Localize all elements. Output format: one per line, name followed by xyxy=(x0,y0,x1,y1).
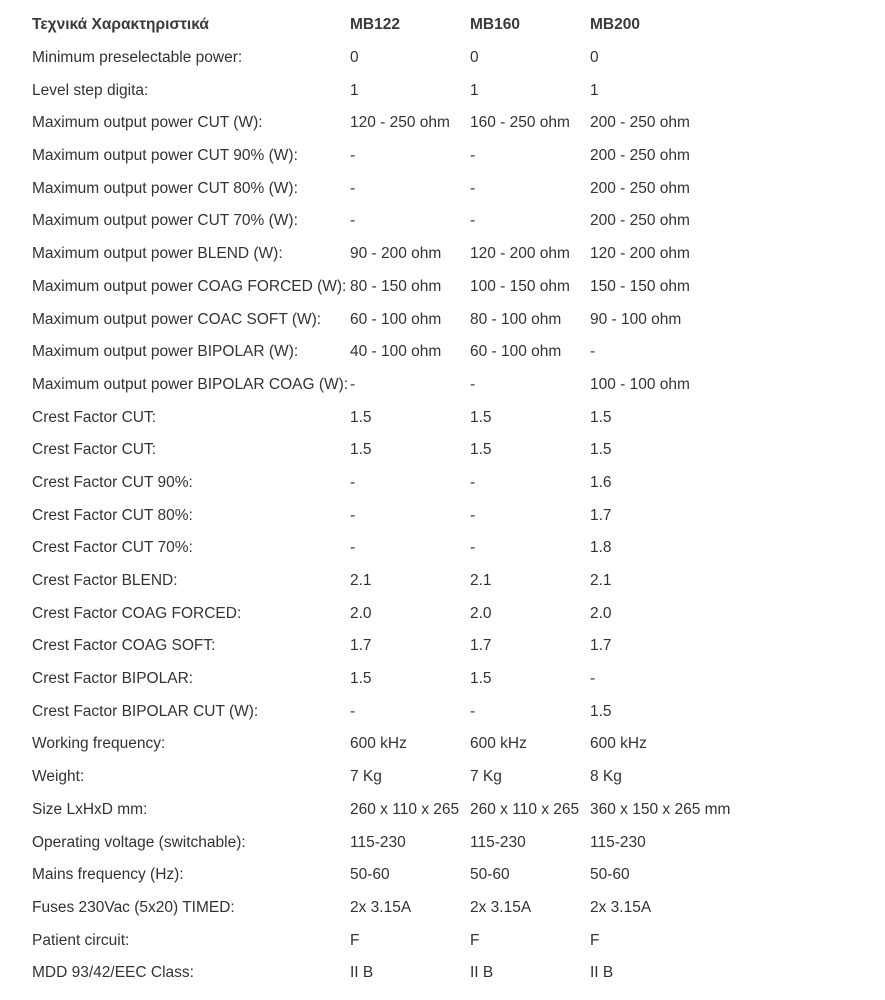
mb200-value: 2x 3.15A xyxy=(590,898,652,916)
row-label: Maximum output power COAG FORCED (W): xyxy=(32,277,347,295)
mb160-value: 2.0 xyxy=(470,604,492,622)
mb122-value: 1.7 xyxy=(350,637,372,655)
mb160-value: 1.5 xyxy=(470,441,492,459)
row-label: Crest Factor CUT: xyxy=(32,408,157,426)
mb122-value: - xyxy=(350,702,356,720)
table-row xyxy=(0,140,750,173)
mb160-value: 100 - 150 ohm xyxy=(470,277,570,295)
row-label: Minimum preselectable power: xyxy=(32,49,243,67)
mb160-value: - xyxy=(470,473,476,491)
mb200-value: 1.8 xyxy=(590,539,612,557)
mb122-value: 50-60 xyxy=(350,866,390,884)
mb122-value: 40 - 100 ohm xyxy=(350,343,442,361)
mb122-value: 1.5 xyxy=(350,408,372,426)
mb122-value: F xyxy=(350,931,360,949)
mb160-value: 1.7 xyxy=(470,637,492,655)
mb200-value: 50-60 xyxy=(590,866,630,884)
mb122-value: - xyxy=(350,506,356,524)
table-row xyxy=(0,761,750,794)
mb200-value: 200 - 250 ohm xyxy=(590,114,690,132)
table-row xyxy=(0,597,750,630)
mb200-value: 150 - 150 ohm xyxy=(590,277,690,295)
mb200-value: II B xyxy=(590,964,614,982)
table-row xyxy=(0,369,750,402)
row-label: Maximum output power COAC SOFT (W): xyxy=(32,310,322,328)
row-label: Operating voltage (switchable): xyxy=(32,833,246,851)
mb160-value: 115-230 xyxy=(470,833,526,851)
table-row xyxy=(0,499,750,532)
table-row xyxy=(0,630,750,663)
mb160-value: 2.1 xyxy=(470,572,492,590)
mb200-value: 120 - 200 ohm xyxy=(590,245,690,263)
mb200-value: 100 - 100 ohm xyxy=(590,375,690,393)
mb200-value: 1.5 xyxy=(590,702,612,720)
row-label: Maximum output power CUT 70% (W): xyxy=(32,212,298,230)
mb122-value: II B xyxy=(350,964,374,982)
row-label: Weight: xyxy=(32,768,85,786)
mb160-value: 0 xyxy=(470,49,479,67)
header-model-mb200: MB200 xyxy=(590,16,640,34)
row-label: MDD 93/42/EEC Class: xyxy=(32,964,194,982)
mb122-value: 1.5 xyxy=(350,441,372,459)
mb160-value: - xyxy=(470,212,476,230)
mb160-value: - xyxy=(470,539,476,557)
table-row xyxy=(0,924,750,957)
header-specifications: Τεχνικά Χαρακτηριστικά xyxy=(32,16,209,34)
table-row xyxy=(0,467,750,500)
mb160-value: - xyxy=(470,179,476,197)
mb200-value: 1.5 xyxy=(590,441,612,459)
row-label: Maximum output power CUT 90% (W): xyxy=(32,147,298,165)
table-row xyxy=(0,336,750,369)
mb160-value: 600 kHz xyxy=(470,735,527,753)
mb160-value: 50-60 xyxy=(470,866,510,884)
mb200-value: 360 x 150 x 265 mm xyxy=(590,800,731,818)
table-row xyxy=(0,271,750,304)
mb200-value: 8 Kg xyxy=(590,768,622,786)
mb122-value: 60 - 100 ohm xyxy=(350,310,442,328)
row-label: Crest Factor CUT 90%: xyxy=(32,473,193,491)
mb160-value: - xyxy=(470,147,476,165)
mb200-value: 0 xyxy=(590,49,599,67)
table-header-row xyxy=(0,9,750,42)
mb160-value: 7 Kg xyxy=(470,768,502,786)
specifications-table xyxy=(0,9,750,990)
row-label: Crest Factor CUT 80%: xyxy=(32,506,193,524)
header-model-mb122: MB122 xyxy=(350,16,400,34)
mb200-value: 115-230 xyxy=(590,833,646,851)
mb160-value: - xyxy=(470,375,476,393)
table-row xyxy=(0,728,750,761)
row-label: Level step digita: xyxy=(32,81,149,99)
row-label: Maximum output power BIPOLAR (W): xyxy=(32,343,299,361)
mb160-value: F xyxy=(470,931,480,949)
table-row xyxy=(0,303,750,336)
mb160-value: 2x 3.15A xyxy=(470,898,532,916)
row-label: Fuses 230Vac (5x20) TIMED: xyxy=(32,898,235,916)
table-row xyxy=(0,663,750,696)
mb200-value: 200 - 250 ohm xyxy=(590,179,690,197)
mb122-value: 7 Kg xyxy=(350,768,382,786)
mb122-value: 2.1 xyxy=(350,572,372,590)
table-row xyxy=(0,859,750,892)
mb160-value: - xyxy=(470,702,476,720)
mb200-value: 200 - 250 ohm xyxy=(590,212,690,230)
mb200-value: 600 kHz xyxy=(590,735,647,753)
mb200-value: - xyxy=(590,670,596,688)
mb122-value: 2x 3.15A xyxy=(350,898,412,916)
table-row xyxy=(0,205,750,238)
row-label: Crest Factor COAG SOFT: xyxy=(32,637,216,655)
row-label: Crest Factor BLEND: xyxy=(32,572,178,590)
mb122-value: 120 - 250 ohm xyxy=(350,114,450,132)
row-label: Maximum output power BLEND (W): xyxy=(32,245,283,263)
mb200-value: - xyxy=(590,343,596,361)
row-label: Working frequency: xyxy=(32,735,166,753)
mb160-value: 80 - 100 ohm xyxy=(470,310,562,328)
mb160-value: 120 - 200 ohm xyxy=(470,245,570,263)
table-row xyxy=(0,826,750,859)
table-row xyxy=(0,172,750,205)
row-label: Crest Factor CUT 70%: xyxy=(32,539,193,557)
mb160-value: II B xyxy=(470,964,494,982)
mb160-value: 160 - 250 ohm xyxy=(470,114,570,132)
table-row xyxy=(0,434,750,467)
mb200-value: 90 - 100 ohm xyxy=(590,310,682,328)
table-row xyxy=(0,532,750,565)
mb122-value: 1.5 xyxy=(350,670,372,688)
row-label: Patient circuit: xyxy=(32,931,130,949)
mb122-value: 115-230 xyxy=(350,833,406,851)
mb200-value: 1 xyxy=(590,81,599,99)
table-row xyxy=(0,695,750,728)
table-body xyxy=(0,42,750,990)
row-label: Crest Factor CUT: xyxy=(32,441,157,459)
mb160-value: - xyxy=(470,506,476,524)
table-row xyxy=(0,42,750,75)
table-row xyxy=(0,794,750,827)
mb200-value: 200 - 250 ohm xyxy=(590,147,690,165)
mb122-value: 80 - 150 ohm xyxy=(350,277,442,295)
mb122-value: 2.0 xyxy=(350,604,372,622)
table-row xyxy=(0,565,750,598)
table-row xyxy=(0,238,750,271)
mb200-value: 2.1 xyxy=(590,572,612,590)
mb122-value: - xyxy=(350,539,356,557)
mb200-value: F xyxy=(590,931,600,949)
row-label: Crest Factor BIPOLAR CUT (W): xyxy=(32,702,259,720)
mb122-value: 1 xyxy=(350,81,359,99)
table-row xyxy=(0,74,750,107)
mb160-value: 1 xyxy=(470,81,479,99)
mb200-value: 1.5 xyxy=(590,408,612,426)
mb200-value: 2.0 xyxy=(590,604,612,622)
table-row xyxy=(0,957,750,990)
mb160-value: 260 x 110 x 265 xyxy=(470,800,580,818)
table-row xyxy=(0,107,750,140)
table-row xyxy=(0,401,750,434)
mb122-value: 600 kHz xyxy=(350,735,407,753)
mb160-value: 1.5 xyxy=(470,670,492,688)
mb122-value: 90 - 200 ohm xyxy=(350,245,442,263)
table-row xyxy=(0,892,750,925)
row-label: Maximum output power BIPOLAR COAG (W): xyxy=(32,375,349,393)
mb160-value: 1.5 xyxy=(470,408,492,426)
row-label: Size LxHxD mm: xyxy=(32,800,148,818)
header-model-mb160: MB160 xyxy=(470,16,520,34)
mb200-value: 1.7 xyxy=(590,506,612,524)
mb122-value: - xyxy=(350,179,356,197)
mb200-value: 1.7 xyxy=(590,637,612,655)
mb200-value: 1.6 xyxy=(590,473,612,491)
row-label: Maximum output power CUT 80% (W): xyxy=(32,179,298,197)
mb160-value: 60 - 100 ohm xyxy=(470,343,562,361)
mb122-value: - xyxy=(350,212,356,230)
mb122-value: 260 x 110 x 265 xyxy=(350,800,460,818)
mb122-value: 0 xyxy=(350,49,359,67)
row-label: Mains frequency (Hz): xyxy=(32,866,184,884)
mb122-value: - xyxy=(350,375,356,393)
mb122-value: - xyxy=(350,147,356,165)
mb122-value: - xyxy=(350,473,356,491)
row-label: Crest Factor COAG FORCED: xyxy=(32,604,242,622)
row-label: Crest Factor BIPOLAR: xyxy=(32,670,194,688)
row-label: Maximum output power CUT (W): xyxy=(32,114,263,132)
